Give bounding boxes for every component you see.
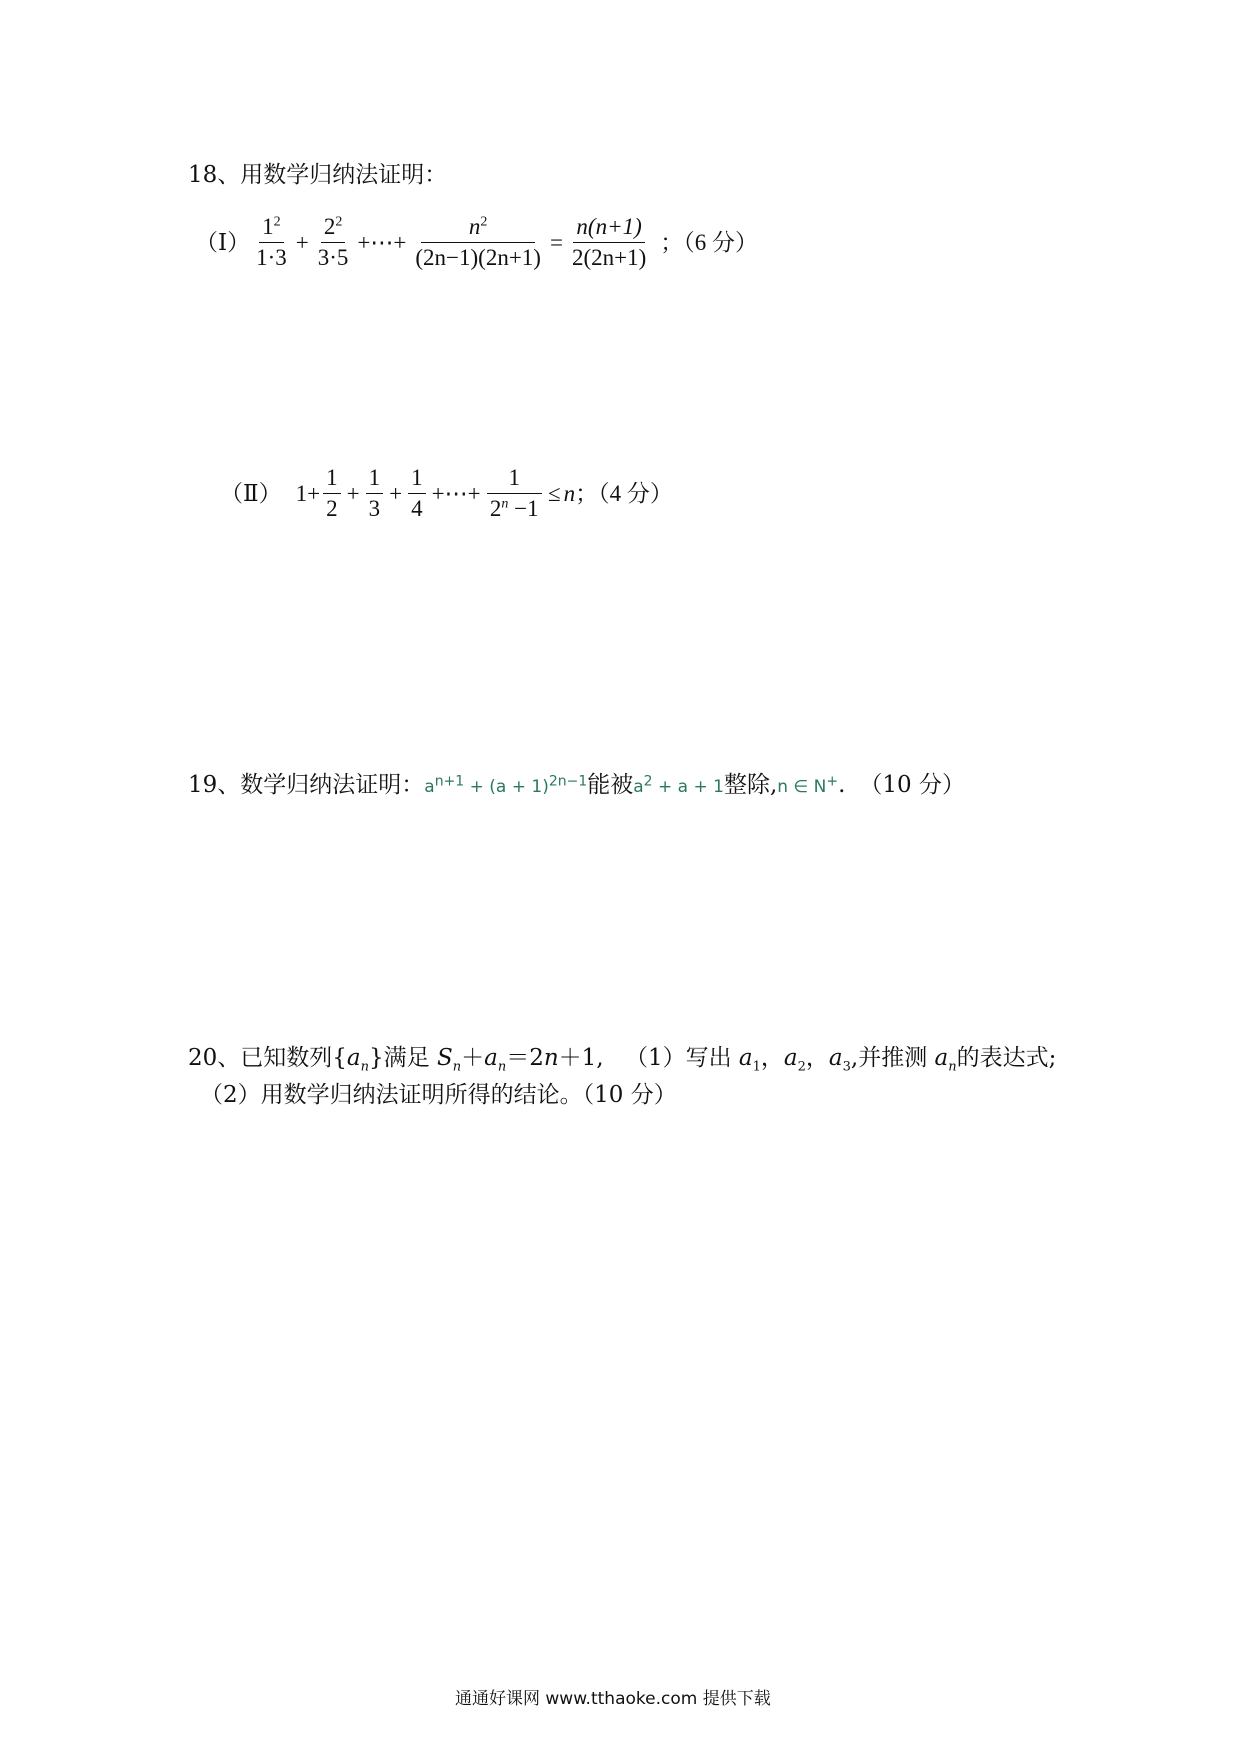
q18-equals: = (549, 229, 563, 255)
q18-part2-frac-half-num: 1 (323, 463, 341, 494)
footer-text: 通通好课网 www.tthaoke.com 提供下载 (455, 1689, 771, 1709)
q18-part2-last-den-base: 2 (489, 496, 502, 521)
q18-termn (412, 212, 544, 273)
q18-part2-frac-last (487, 463, 543, 524)
q20-line2: （2）用数学归纳法证明所得的结论。（10 分） (200, 1082, 677, 1108)
q18-part1-score: ；（6 分） (660, 229, 758, 255)
q18-ellipsis: +⋯+ (357, 229, 407, 255)
q18-part2-last-den-exp: n (501, 496, 509, 512)
q18-plus: + (295, 229, 309, 255)
q19-expression: $a^{n+1} + (a + 1)^{2n-1}$ (424, 773, 588, 797)
q18-term2-exp: 2 (335, 214, 343, 230)
q18-termn-exp: 2 (480, 214, 488, 230)
q20-satisfy: 满足 (383, 1045, 437, 1071)
q18-part2-leq: ≤ (548, 480, 561, 506)
q18-part2-frac-third (366, 463, 384, 524)
q19-line (188, 770, 965, 802)
q18-rhs-den: 2(2n+1) (571, 245, 647, 270)
q18-part2-frac-last-num: 1 (487, 463, 543, 494)
q18-part2-frac-quarter-den: 4 (411, 496, 423, 521)
q19-period: . (838, 772, 846, 798)
q18-part2-score: ；（4 分） (575, 480, 673, 506)
q18-part2-lead: 1+ (295, 480, 321, 506)
q18-rhs-num: n(n+1) (573, 212, 644, 243)
q19-divisible-text: 能被 (587, 772, 634, 798)
q20-expr-end: 的表达式; (956, 1045, 1057, 1071)
q19-divide-text: 整除, (723, 772, 778, 798)
q18-term2 (315, 212, 352, 273)
q18-title: 18、用数学归纳法证明： (188, 162, 448, 188)
q18-term2-num: 2 (323, 214, 336, 239)
q18-part2-frac-quarter-num: 1 (408, 463, 426, 494)
q18-part2-formula (220, 463, 673, 524)
q20-part1: （1）写出 (624, 1045, 739, 1071)
q18-part1-formula (195, 212, 758, 273)
q19-score: （10 分） (859, 772, 965, 798)
q18-part2-last-den-tail: −1 (508, 496, 539, 521)
q18-part2-frac-third-num: 1 (366, 463, 384, 494)
q18-part2-frac-third-den: 3 (368, 496, 381, 521)
q18-term1-den: 1·3 (256, 245, 287, 270)
q18-part2-frac-half-den: 2 (326, 496, 338, 521)
q18-termn-den: (2n−1)(2n+1) (415, 245, 541, 270)
q18-part2-plus2: + (389, 480, 403, 506)
q20-prefix: 20、已知数列 (188, 1045, 333, 1071)
q18-part2-n: n (563, 480, 576, 506)
q18-part2-frac-quarter (408, 463, 426, 524)
q20-line1: 20、已知数列$\{a_n\}$满足 $S_n+a_n=2n+1$, （1）写出 $a_1$，$a_2$，$a_3$,并推测 $a_n$的表达式; (188, 1045, 1057, 1075)
q19-divisor: $a^2 + a + 1$ (633, 773, 724, 797)
q18-term1 (253, 212, 290, 273)
q18-part2-frac-half (323, 463, 341, 524)
q18-part2-ellipsis: +⋯+ (431, 480, 481, 506)
q19-prefix: 19、数学归纳法证明： (188, 772, 425, 798)
q18-part2-label: （Ⅱ） (220, 480, 282, 506)
q18-part1-label: （Ⅰ） (195, 229, 251, 255)
q18-term2-den: 3·5 (317, 245, 349, 270)
q18-rhs (569, 212, 649, 273)
q18-term1-num: 1 (262, 214, 274, 239)
q18-part2-plus1: + (346, 480, 360, 506)
q18-termn-num: n (468, 214, 481, 239)
q18-term1-exp: 2 (273, 214, 281, 230)
q19-condition: n ∈ N+ (777, 773, 839, 797)
